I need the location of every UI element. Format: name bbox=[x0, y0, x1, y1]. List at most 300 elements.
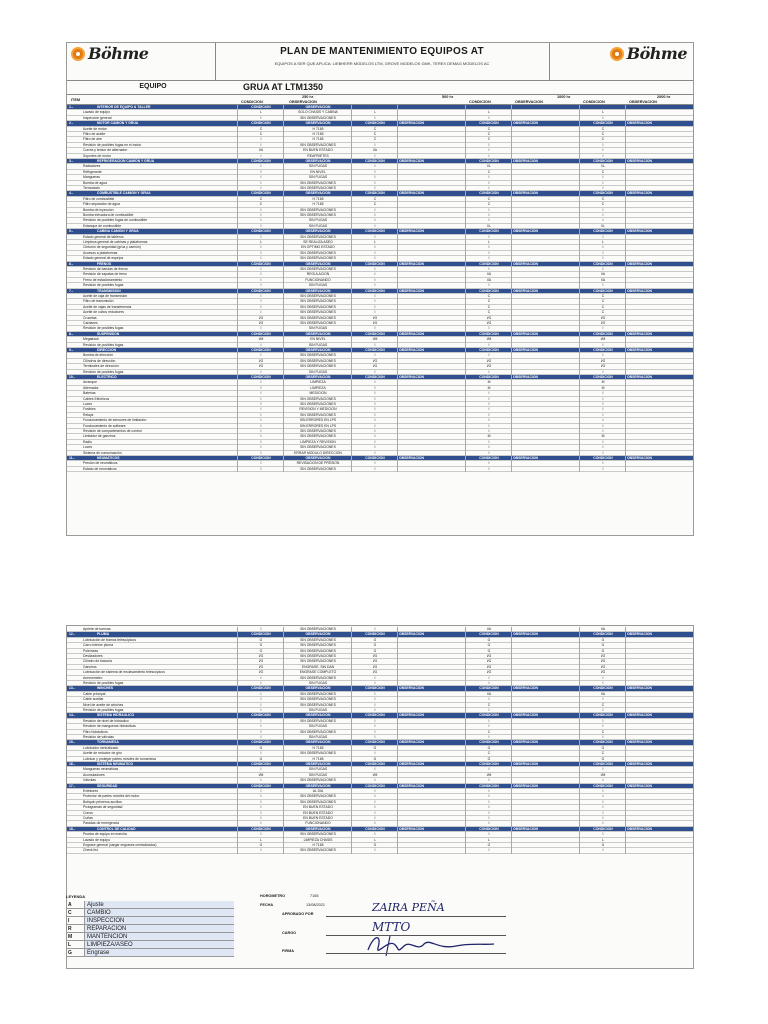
condition-2000: C bbox=[601, 137, 605, 142]
condition-1000: C bbox=[487, 751, 491, 756]
item-name: Pictogramas de seguridad bbox=[83, 805, 123, 810]
category-name: ELECTRICO bbox=[97, 375, 117, 379]
observation-250: SIN OBSERVACIONES bbox=[300, 213, 336, 217]
item-name: Revisión de posibles fugas bbox=[83, 369, 124, 374]
observation-250: LIMPIEZA bbox=[310, 380, 326, 385]
observation-250: SIN FUGAS bbox=[308, 772, 328, 777]
item-number: 17.- bbox=[69, 783, 75, 788]
condition-250: CONDICION bbox=[251, 713, 271, 718]
condition-500: I bbox=[374, 391, 376, 396]
item-number: 6.- bbox=[69, 261, 73, 266]
item-name: Nivel de aceite de winches bbox=[83, 702, 124, 707]
item-name: Aceite de motor bbox=[83, 126, 107, 131]
condition-2000: I bbox=[602, 708, 604, 712]
column-divider bbox=[465, 627, 466, 854]
item-name: Paradas de emergencia bbox=[83, 821, 120, 826]
condition-2000: CONDICION bbox=[593, 713, 613, 718]
item-name: Aceite de cubos reductores bbox=[83, 310, 125, 315]
condition-1000: I/G bbox=[486, 664, 492, 669]
condition-2000: C bbox=[601, 751, 605, 756]
item-name: Revisión de posibles fugas en el motor bbox=[83, 142, 142, 147]
item-name: Cable auxiliar bbox=[83, 697, 104, 702]
condition-1000: CONDICION bbox=[479, 261, 499, 266]
observation-500: OBSERVACION bbox=[399, 331, 424, 336]
condition-500: I bbox=[374, 267, 376, 271]
item-name: Carro interior pluma bbox=[83, 643, 113, 648]
condition-500: I bbox=[374, 751, 376, 756]
item-name: Filtro separador de agua bbox=[83, 202, 120, 207]
item-number: 7.- bbox=[69, 288, 73, 293]
observation-250: EN BUEN ESTADO bbox=[303, 810, 333, 815]
condition-250: I bbox=[260, 137, 262, 142]
condition-250: I bbox=[260, 223, 262, 228]
condition-2000: I bbox=[602, 342, 604, 347]
observation-250: SIN FUGAS bbox=[308, 724, 328, 729]
condition-250: C bbox=[259, 196, 263, 201]
column-divider bbox=[351, 627, 352, 854]
condition-2000: I bbox=[602, 810, 604, 815]
observation-250: LIMPIEZA bbox=[310, 385, 326, 390]
condition-250: I/G bbox=[258, 364, 264, 369]
condition-1000: CONDICION bbox=[479, 348, 499, 352]
condition-2000: I bbox=[602, 799, 604, 804]
equipment-label: EQUIPO bbox=[139, 83, 167, 90]
observation-250: SIN OBSERVACIONES bbox=[300, 637, 336, 642]
column-divider bbox=[625, 105, 626, 472]
condition-1000: I bbox=[488, 407, 490, 412]
item-name: Soportes de motor bbox=[83, 153, 111, 158]
condition-1000: I bbox=[488, 142, 490, 147]
condition-250: I/G bbox=[258, 358, 264, 363]
item-name: Lubricar y proteger partes móviles de tornamesa bbox=[83, 756, 156, 761]
observation-500: OBSERVACION bbox=[399, 783, 424, 788]
observation-1000: OBSERVACION bbox=[513, 740, 538, 745]
condition-500: I bbox=[374, 180, 376, 185]
condition-500: I/G bbox=[372, 654, 378, 658]
item-name: Refrigerante bbox=[83, 169, 102, 174]
condition-250: I bbox=[260, 423, 262, 428]
condition-2000: I bbox=[602, 832, 604, 837]
observation-250: SIN FUGAS bbox=[308, 735, 328, 739]
condition-2000: I bbox=[602, 778, 604, 783]
condition-500: I bbox=[374, 245, 376, 250]
item-name: Lavado de equipo bbox=[83, 110, 110, 115]
observation-250: SIN OBSERVACIONES bbox=[300, 250, 336, 255]
condition-500: C bbox=[373, 202, 377, 207]
condition-1000: G bbox=[487, 756, 491, 761]
observation-2000: OBSERVACION bbox=[627, 762, 652, 766]
condition-500: CONDICION bbox=[365, 348, 385, 352]
observation-250: SOLO CHASIS Y CABINA bbox=[298, 110, 338, 115]
aprobado-label: APROBADO POR bbox=[282, 912, 314, 916]
condition-250: I bbox=[260, 353, 262, 358]
item-name: Prueba de equipo en marcha bbox=[83, 832, 127, 837]
condition-2000: I bbox=[602, 391, 604, 396]
condition-500: I bbox=[374, 396, 376, 401]
condition-1000: I bbox=[488, 767, 490, 772]
condition-2000: CONDICION bbox=[593, 331, 613, 336]
observation-500: OBSERVACION bbox=[399, 191, 424, 196]
item-name: Filtro de aire bbox=[83, 137, 102, 142]
condition-2000: I bbox=[602, 283, 604, 288]
condition-2000: I bbox=[602, 816, 604, 820]
condition-1000: I bbox=[488, 283, 490, 288]
condition-250: CONDICION bbox=[251, 348, 271, 352]
item-number: 4.- bbox=[69, 191, 73, 196]
observation-250: SIN ERRORES EN LPS bbox=[299, 418, 337, 423]
condition-500: G bbox=[373, 745, 377, 750]
condition-250: G bbox=[259, 756, 263, 761]
condition-250: I bbox=[260, 164, 262, 169]
condition-2000: I bbox=[602, 735, 604, 739]
condition-2000: CONDICION bbox=[593, 261, 613, 266]
condition-2000: I/L bbox=[601, 223, 605, 228]
condition-1000: CONDICION bbox=[479, 191, 499, 196]
condition-500: I bbox=[374, 213, 376, 217]
interval-1000-header: 1000 hr bbox=[557, 95, 571, 99]
condition-250: I bbox=[260, 789, 262, 793]
condition-2000: CONDICION bbox=[593, 229, 613, 234]
condition-500: I bbox=[374, 186, 376, 190]
condition-1000: L bbox=[488, 240, 490, 244]
condition-500: I bbox=[374, 461, 376, 466]
condition-500: I bbox=[374, 207, 376, 212]
condition-500: I bbox=[374, 283, 376, 288]
condition-500: I bbox=[374, 445, 376, 450]
condition-500: I bbox=[374, 310, 376, 315]
item-name: Presión de neumáticos bbox=[83, 461, 118, 466]
item-name: Filtro de transmisión bbox=[83, 299, 114, 304]
observation-1000: OBSERVACION bbox=[513, 121, 538, 126]
condition-2000: CONDICION bbox=[593, 375, 613, 379]
condition-250: I bbox=[260, 751, 262, 756]
condition-500: I bbox=[374, 439, 376, 444]
condition-500: I bbox=[374, 735, 376, 739]
observation-250: SIN OBSERVACIONES bbox=[300, 310, 336, 315]
observation-250: SIN OBSERVACIONES bbox=[300, 304, 336, 309]
condition-250: CONDICION bbox=[251, 783, 271, 788]
condition-500: I bbox=[374, 450, 376, 455]
condition-250: CONDICION bbox=[251, 375, 271, 379]
condition-1000: I bbox=[488, 832, 490, 837]
condition-2000: I bbox=[602, 148, 604, 153]
item-name: Bomba elevadora de combustible bbox=[83, 213, 134, 217]
observation-2000: OBSERVACION bbox=[627, 331, 652, 336]
observation-2000: OBSERVACION bbox=[627, 121, 652, 126]
condition-2000: I bbox=[602, 234, 604, 239]
condition-500: C bbox=[373, 137, 377, 142]
observation-250: OBSERVACION bbox=[305, 456, 331, 460]
observation-250: SIN FUGAS bbox=[308, 681, 328, 685]
condition-2000: I bbox=[602, 353, 604, 358]
condition-2000: L bbox=[602, 240, 604, 244]
equipment-row bbox=[67, 81, 693, 95]
condition-500: I bbox=[374, 115, 376, 120]
observation-2000: OBSERVACION bbox=[627, 288, 652, 293]
category-name: CONTROL DE CALIDAD bbox=[97, 826, 136, 831]
condition-1000: I/L bbox=[487, 164, 491, 169]
observation-250: OBSERVACION bbox=[305, 762, 331, 766]
condition-250: I bbox=[260, 799, 262, 804]
item-number: 10.- bbox=[69, 375, 75, 379]
condition-250: I bbox=[260, 218, 262, 223]
observation-1000: OBSERVACION bbox=[513, 229, 538, 234]
condition-2000: I bbox=[602, 439, 604, 444]
observation-250: SIN OBSERVACIONES bbox=[300, 675, 336, 680]
category-name: SUSPENSION bbox=[97, 331, 120, 336]
legend-item bbox=[66, 917, 234, 925]
condition-1000: I bbox=[488, 402, 490, 406]
condition-500: I/M bbox=[372, 772, 378, 777]
observation-250: EN BUEN ESTADO bbox=[303, 816, 333, 820]
table-row bbox=[67, 848, 693, 853]
item-number: 12.- bbox=[69, 632, 75, 637]
observation-250: SIN FUGAS bbox=[308, 326, 328, 331]
condition-1000: I bbox=[488, 794, 490, 799]
condition-500: C bbox=[373, 126, 377, 131]
item-name: Deslizadores bbox=[83, 654, 103, 658]
condition-2000: I bbox=[602, 794, 604, 799]
condition-1000: CONDICION bbox=[479, 686, 499, 691]
condition-2000: I bbox=[602, 423, 604, 428]
observation-250: OBSERVACION bbox=[305, 713, 331, 718]
item-name: Aceite de caja de transmisión bbox=[83, 294, 128, 298]
condition-1000: I/G bbox=[486, 321, 492, 325]
condition-2000: I bbox=[602, 821, 604, 826]
condition-500: I bbox=[374, 342, 376, 347]
item-number: 3.- bbox=[69, 159, 73, 163]
observation-250: H 7165 bbox=[312, 137, 324, 142]
observation-500: OBSERVACION bbox=[399, 159, 424, 163]
observation-250: SIN OBSERVACIONES bbox=[300, 778, 336, 783]
condition-250: I bbox=[260, 272, 262, 277]
item-number: 18.- bbox=[69, 826, 75, 831]
legend-item bbox=[66, 909, 234, 917]
condition-2000: L bbox=[602, 837, 604, 842]
condition-500: I bbox=[374, 729, 376, 734]
item-name: Radiadores bbox=[83, 164, 101, 169]
maintenance-sheet-page-1 bbox=[66, 42, 694, 536]
observation-500: OBSERVACION bbox=[399, 762, 424, 766]
observation-250: H 7165 bbox=[312, 126, 324, 131]
observation-250: SE REALIZA ASEO bbox=[303, 240, 333, 244]
condition-2000: C bbox=[601, 196, 605, 201]
item-name: Estanque de combustible bbox=[83, 223, 122, 228]
condition-500: CONDICION bbox=[365, 191, 385, 196]
column-divider bbox=[465, 105, 466, 472]
condition-2000: I/L bbox=[601, 164, 605, 169]
condition-250: CONDICION bbox=[251, 331, 271, 336]
condition-1000: I bbox=[488, 218, 490, 223]
condition-500: I/G bbox=[372, 358, 378, 363]
condition-250: I/G bbox=[258, 654, 264, 658]
condition-2000: I bbox=[602, 250, 604, 255]
observation-250: SIN OBSERVACIONES bbox=[300, 315, 336, 320]
condition-header: CONDICION bbox=[241, 100, 263, 104]
condition-250: I/G bbox=[258, 664, 264, 669]
condition-1000: I bbox=[488, 175, 490, 180]
observation-250: ENGRASE, SIN DAN bbox=[301, 664, 335, 669]
condition-250: I bbox=[260, 267, 262, 271]
item-name: Revisión de mangueras hidráulicas bbox=[83, 724, 136, 729]
observation-250: SIN OBSERVACIONES bbox=[300, 729, 336, 734]
observation-2000: OBSERVACION bbox=[627, 261, 652, 266]
condition-1000: CONDICION bbox=[479, 826, 499, 831]
category-name: INTERIOR DE EQUIPO & TALLER bbox=[97, 105, 151, 109]
condition-500: CONDICION bbox=[365, 121, 385, 126]
condition-250: CONDICION bbox=[251, 740, 271, 745]
category-name: DIRECCION bbox=[97, 348, 117, 352]
condition-250: I bbox=[260, 342, 262, 347]
observation-500: OBSERVACION bbox=[399, 375, 424, 379]
item-name: Lubricador centralizado bbox=[83, 745, 119, 750]
item-number: 8.- bbox=[69, 331, 73, 336]
condition-500: C bbox=[373, 196, 377, 201]
condition-250: I bbox=[260, 675, 262, 680]
observation-250: SIN FUGAS bbox=[308, 218, 328, 223]
observation-2000: OBSERVACION bbox=[627, 632, 652, 637]
condition-250: I/M bbox=[258, 337, 264, 342]
condition-2000: I bbox=[602, 267, 604, 271]
condition-250: CONDICION bbox=[251, 762, 271, 766]
condition-2000: I bbox=[602, 402, 604, 406]
item-name: Acumuladores bbox=[83, 772, 105, 777]
condition-500: I bbox=[374, 142, 376, 147]
item-number: 16.- bbox=[69, 762, 75, 766]
condition-2000: I bbox=[602, 789, 604, 793]
observation-250: LIMPIEZA CHASIS bbox=[303, 837, 333, 842]
item-name: Conos bbox=[83, 810, 93, 815]
legend-text: MANTENCION bbox=[84, 933, 234, 940]
condition-250: I bbox=[260, 418, 262, 423]
condition-250: G bbox=[259, 648, 263, 653]
condition-500: CONDICION bbox=[365, 713, 385, 718]
condition-2000: CONDICION bbox=[593, 762, 613, 766]
item-name: Funcionamiento de sensores de limitación bbox=[83, 418, 147, 423]
observation-250: EN OPTIMO ESTADO bbox=[301, 245, 335, 250]
observation-1000: OBSERVACION bbox=[513, 783, 538, 788]
column-divider bbox=[511, 627, 512, 854]
condition-1000: I bbox=[488, 186, 490, 190]
observation-250: SIN OBSERVACIONES bbox=[300, 627, 336, 631]
item-name: Bomba de agua bbox=[83, 180, 107, 185]
item-name: Bomba de dirección bbox=[83, 353, 113, 358]
item-number: 1.- bbox=[69, 105, 73, 109]
condition-250: I/G bbox=[258, 670, 264, 675]
item-name: Arranque bbox=[83, 380, 97, 385]
category-name: FRENOS bbox=[97, 261, 112, 266]
condition-500: I bbox=[374, 816, 376, 820]
condition-500: I bbox=[374, 418, 376, 423]
item-name: Cables Eléctricos bbox=[83, 396, 110, 401]
condition-1000: I/G bbox=[486, 659, 492, 664]
condition-250: I/G bbox=[258, 315, 264, 320]
item-name: Mangueras neumáticas bbox=[83, 767, 119, 772]
condition-1000: I/A bbox=[486, 627, 492, 631]
condition-1000: CONDICION bbox=[479, 740, 499, 745]
condition-250: I bbox=[260, 681, 262, 685]
item-name: Revisión de posibles fugas bbox=[83, 681, 124, 685]
condition-1000: I/A bbox=[486, 272, 492, 277]
condition-1000: CONDICION bbox=[479, 121, 499, 126]
item-name: Termostato bbox=[83, 186, 100, 190]
observation-500: OBSERVACION bbox=[399, 288, 424, 293]
condition-2000: I bbox=[602, 326, 604, 331]
condition-250: I bbox=[260, 805, 262, 810]
condition-250: I bbox=[260, 115, 262, 120]
condition-2000: I bbox=[602, 213, 604, 217]
category-name: COMBUSTIBLE CAMION Y GRUA bbox=[97, 191, 151, 196]
observation-250: SIN OBSERVACIONES bbox=[300, 832, 336, 837]
category-name: TORNAMESA bbox=[97, 740, 119, 745]
category-name: TRANSMISION bbox=[97, 288, 121, 293]
column-divider bbox=[397, 627, 398, 854]
condition-1000: I bbox=[488, 681, 490, 685]
condition-250: C bbox=[259, 202, 263, 207]
observation-1000: OBSERVACION bbox=[513, 288, 538, 293]
condition-500: I bbox=[374, 832, 376, 837]
item-name: Limpieza general de cabinas y plataformas bbox=[83, 240, 148, 244]
condition-2000: I/A bbox=[600, 691, 606, 696]
item-name: Botiquín primeros auxilios bbox=[83, 799, 122, 804]
observation-250: SIN OBSERVACIONES bbox=[300, 466, 336, 471]
condition-500: I bbox=[374, 326, 376, 331]
observation-250: SIN FUGAS bbox=[308, 164, 328, 169]
condition-250: I bbox=[260, 169, 262, 174]
observation-250: SIN FUGAS bbox=[308, 175, 328, 180]
condition-2000: I bbox=[602, 256, 604, 261]
condition-2000: I bbox=[602, 115, 604, 120]
condition-250: I bbox=[260, 848, 262, 853]
condition-500: I bbox=[374, 681, 376, 685]
condition-500: CONDICION bbox=[365, 740, 385, 745]
observation-250: SIN OBSERVACIONES bbox=[300, 702, 336, 707]
observation-250: SIN OBSERVACIONES bbox=[300, 267, 336, 271]
condition-1000: I bbox=[488, 418, 490, 423]
observation-250: EN NIVEL bbox=[310, 337, 326, 342]
condition-500: I bbox=[374, 164, 376, 169]
condition-250: I bbox=[260, 407, 262, 412]
condition-500: L bbox=[374, 837, 376, 842]
item-name: Cable principal bbox=[83, 691, 106, 696]
condition-1000: I bbox=[488, 391, 490, 396]
condition-500: I/G bbox=[372, 364, 378, 369]
item-name: Revisión de zapatas de freno bbox=[83, 272, 127, 277]
condition-1000: CONDICION bbox=[479, 288, 499, 293]
condition-1000: G bbox=[487, 648, 491, 653]
interval-250-header: 250 hr bbox=[302, 95, 314, 99]
condition-500: I bbox=[374, 434, 376, 439]
brand-name: Böhme bbox=[626, 44, 687, 63]
item-name: Revisión de compartimentos de control bbox=[83, 429, 142, 433]
cargo-value: MTTO bbox=[372, 920, 411, 934]
condition-1000: I/A bbox=[486, 691, 492, 696]
condition-2000: C bbox=[601, 132, 605, 136]
observation-2000: OBSERVACION bbox=[627, 456, 652, 460]
observation-500: OBSERVACION bbox=[399, 348, 424, 352]
legend-text: REPARACION bbox=[84, 925, 234, 932]
observation-250: SIN OBSERVACIONES bbox=[300, 321, 336, 325]
handwritten-signature bbox=[360, 930, 500, 960]
condition-1000: I bbox=[488, 735, 490, 739]
condition-1000: I bbox=[488, 353, 490, 358]
condition-250: G bbox=[259, 843, 263, 847]
observation-250: EN BUEN ESTADO bbox=[303, 148, 333, 153]
condition-1000: CONDICION bbox=[479, 456, 499, 460]
condition-1000: C bbox=[487, 132, 491, 136]
item-name: Revisión de válvulas bbox=[83, 735, 114, 739]
condition-250: CONDICION bbox=[251, 456, 271, 460]
